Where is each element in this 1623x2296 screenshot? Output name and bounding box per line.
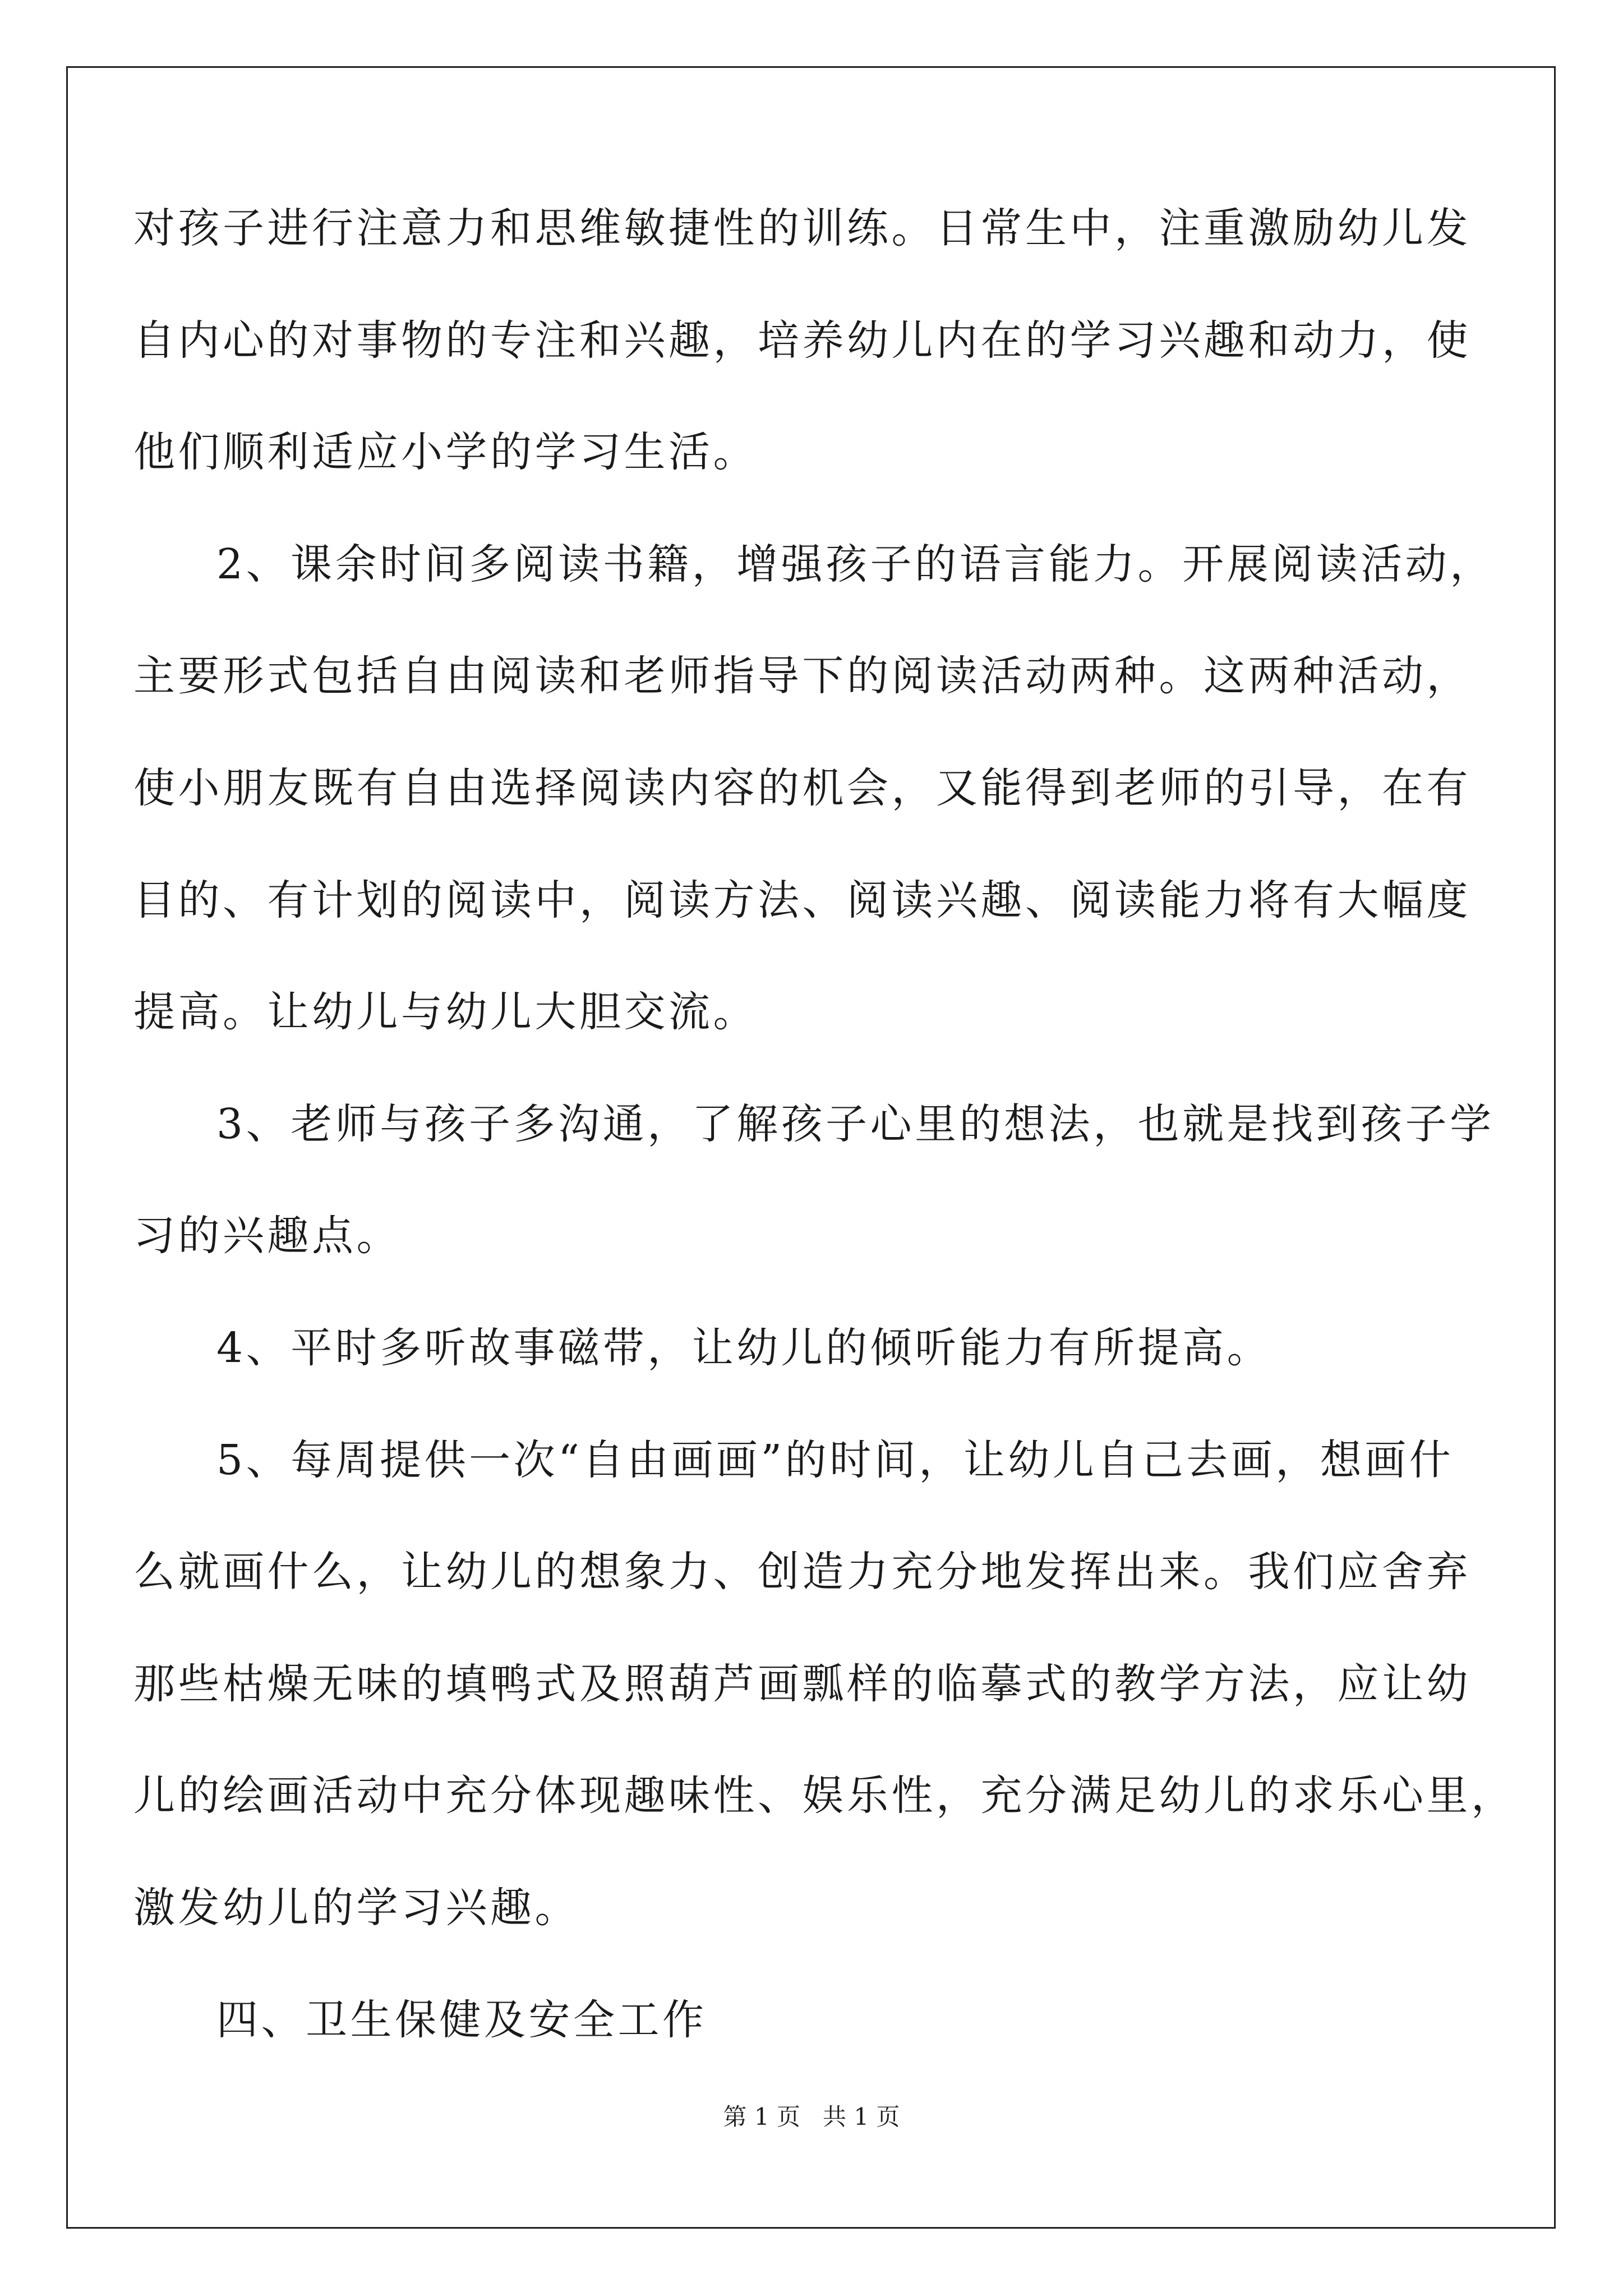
text-line: 4、平时多听故事磁带，让幼儿的倾听能力有所提高。	[216, 1323, 1272, 1372]
text-line: 5、每周提供一次“自由画画”的时间，让幼儿自己去画，想画什	[216, 1435, 1454, 1484]
text-line: 那些枯燥无味的填鸭式及照葫芦画瓢样的临摹式的教学方法，应让幼	[133, 1659, 1471, 1708]
text-line: 3、老师与孩子多沟通，了解孩子心里的想法，也就是找到孩子学	[216, 1099, 1495, 1148]
text-line: 使小朋友既有自由选择阅读内容的机会，又能得到老师的引导，在有	[133, 763, 1471, 812]
text-line: 主要形式包括自由阅读和老师指导下的阅读活动两种。这两种活动，	[133, 652, 1471, 701]
text-line: 提高。让幼儿与幼儿大胆交流。	[133, 988, 758, 1037]
text-line: 么就画什么，让幼儿的想象力、创造力充分地发挥出来。我们应舍弃	[133, 1548, 1471, 1596]
page-number-footer: 第 1 页 共 1 页	[723, 2103, 900, 2131]
text-line: 习的兴趣点。	[133, 1212, 401, 1260]
text-line: 激发幼儿的学习兴趣。	[133, 1883, 579, 1932]
section-heading: 四、卫生保健及安全工作	[216, 1995, 707, 2044]
document-body	[133, 204, 1516, 2111]
text-line: 儿的绘画活动中充分体现趣味性、娱乐性，充分满足幼儿的求乐心里，	[133, 1772, 1516, 1820]
text-line: 目的、有计划的阅读中，阅读方法、阅读兴趣、阅读能力将有大幅度	[133, 876, 1471, 924]
text-line: 2、课余时间多阅读书籍，增强孩子的语言能力。开展阅读活动，	[216, 540, 1495, 588]
text-line: 他们顺利适应小学的学习生活。	[133, 428, 758, 477]
text-line: 自内心的对事物的专注和兴趣，培养幼儿内在的学习兴趣和动力，使	[133, 316, 1471, 365]
text-line: 对孩子进行注意力和思维敏捷性的训练。日常生中，注重激励幼儿发	[133, 204, 1471, 252]
